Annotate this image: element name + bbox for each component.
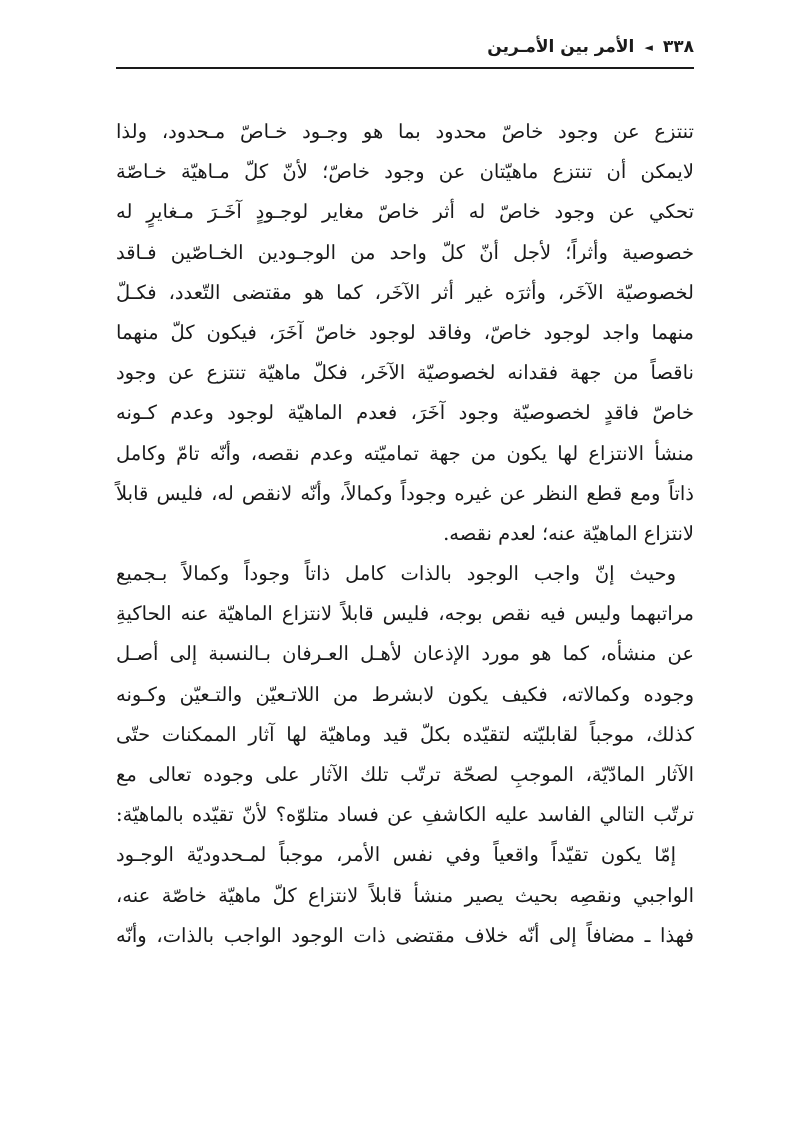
- text-line: الواجبي ونقصِه بحيث يصير منشأ قابلاً لانتزاع كلّ ماهيّة خاصّة عنه،: [116, 883, 694, 907]
- text-line: لايمكن أن تنتزع ماهيّتان عن وجود خاصّ؛ لأنّ كلّ مـاهيّة خـاصّة: [116, 160, 694, 184]
- text-line: كذلك، موجباً لقابليّته لتقيّده بكلّ قيد وماهيّة لها آثار الممكنات حتّى: [116, 722, 694, 746]
- text-line: ذاتاً ومع قطع النظر عن غيره وجوداً وكمالاً، وأنّه لانقص له، فليس قابلاً: [116, 481, 694, 505]
- text-line: وجوده وكمالاته، فكيف يكون لابشرط من اللاتـعيّن والتـعيّن وكـونه: [116, 682, 694, 706]
- chapter-title: الأمر بين الأمـرين: [487, 37, 635, 57]
- text-line: عن منشأه، كما هو مورد الإذعان لأهـل العـرفان بـالنسبة إلى أصـل: [116, 642, 694, 666]
- paragraph-end-line: لانتزاع الماهيّة عنه؛ لعدم نقصه.: [443, 521, 694, 545]
- paragraph-start-line: وحيث إنّ واجب الوجود بالذات كامل ذاتاً وجوداً وكمالاً بـجميع: [116, 562, 676, 586]
- text-line: لخصوصيّة الآخَر، وأثرَه غير أثر الآخَر، كما هو مقتضى التّعدد، فكـلّ: [116, 280, 694, 304]
- paragraph-start-line: إمّا يكون تقيّداً واقعياً وفي نفس الأمر، موجباً لمـحدوديّة الوجـود: [116, 843, 676, 867]
- text-line: منهما واجد لوجود خاصّ، وفاقد لوجود خاصّ آخَرَ، فيكون كلّ منهما: [116, 320, 694, 344]
- header-divider: [116, 67, 694, 69]
- body-text: [116, 112, 694, 956]
- text-line: تنتزع عن وجود خاصّ محدود بما هو وجـود خـاصّ مـحدود، ولذا: [116, 120, 694, 143]
- left-pointer-icon: ◄: [644, 40, 653, 54]
- text-line: منشأ الانتزاع لها يكون من جهة تماميّته وعدم نقصه، وأنّه تامّ وكامل: [116, 441, 694, 465]
- text-line: ناقصاً من جهة فقدانه لخصوصيّة الآخَر، فكلّ ماهيّة تنتزع عن وجود: [116, 361, 694, 385]
- text-line: مراتبهما وليس فيه نقص بوجه، فليس قابلاً لانتزاع الماهيّة عنه الحاكيةِ: [116, 602, 694, 626]
- text-line: خاصّ فاقدٍ لخصوصيّة وجود آخَرَ، فعدم الماهيّة لوجود وعدم كـونه: [116, 401, 694, 425]
- text-line: فهذا ـ مضافاً إلى أنّه خلاف مقتضى ذات الوجود الواجب بالذات، وأنّه: [116, 923, 694, 947]
- text-line: خصوصية وأثراً؛ لأجل أنّ كلّ واحد من الوجـودين الخـاصّين فـاقد: [116, 240, 694, 264]
- text-line: الآثار المادّيّة، الموجبِ لصحّة ترتّب تلك الآثار على وجوده تعالى مع: [116, 763, 694, 786]
- paragraph-end-line: ترتّب التالي الفاسد عليه الكاشفِ عن فساد متلوّه؟ لأنّ تقيّده بالماهيّة:: [116, 803, 694, 827]
- text-line: تحكي عن وجود خاصّ له أثر خاصّ مغاير لوجـودٍ آخَـرَ مـغايرٍ له: [116, 200, 694, 224]
- running-header: [116, 30, 694, 64]
- page-number: ٣٣٨: [662, 37, 694, 57]
